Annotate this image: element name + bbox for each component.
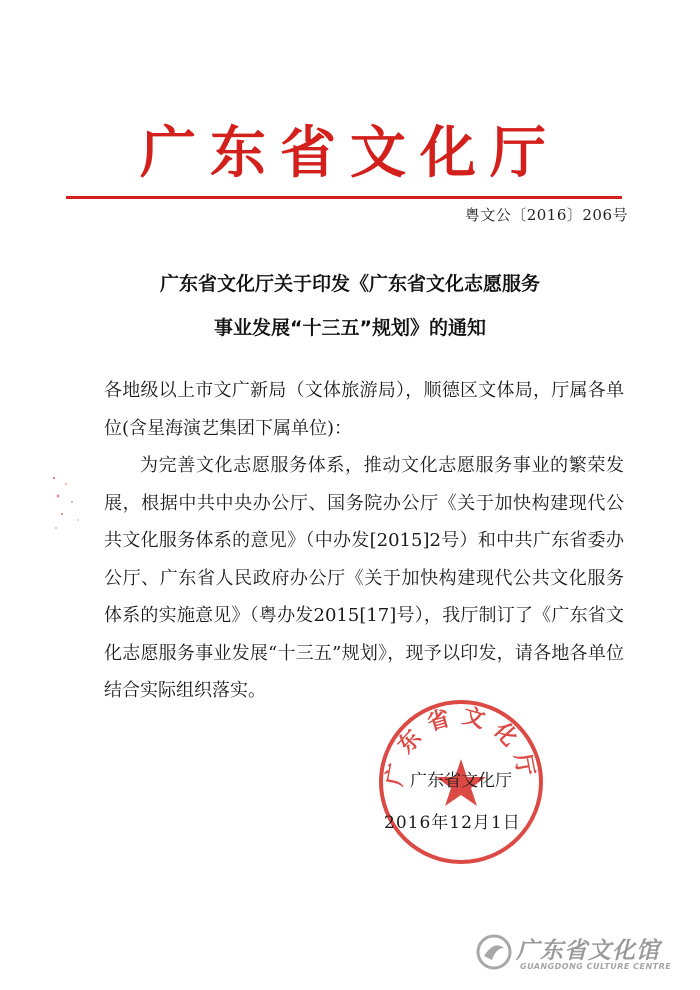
notice-title — [0, 262, 700, 350]
culture-centre-logo-icon — [476, 934, 512, 970]
watermark-name-en: GUANGDONG CULTURE CENTRE — [520, 962, 672, 971]
masthead-title: 广东省文化厅 — [140, 120, 560, 186]
recipients: 各地级以上市文广新局（文体旅游局），顺德区文体局，厅属各单位(含星海演艺集团下属单位)： — [104, 380, 624, 439]
red-divider — [66, 196, 622, 199]
main-paragraph: 为完善文化志愿服务体系，推动文化志愿服务事业的繁荣发展，根据中共中央办公厅、国务院办公厅《关于加快构建现代公共文化服务体系的意见》（中办发[2015]2号）和中共广东省委办公厅、广东省人民政府办公厅《关于加快构建现代公共文化服务体系的实施意见》（粤办发2015[17]号），我厅制订了《广东省文化志愿服务事业发展“十三五”规划》，现予以印发，请各地各单位结合实际组织落实。 — [104, 455, 624, 701]
notice-title-line-2: 事业发展“十三五”规划》的通知 — [214, 317, 486, 339]
notice-title-line-1: 广东省文化厅关于印发《广东省文化志愿服务 — [159, 273, 540, 295]
watermark-name-cn: 广东省文化馆 — [516, 938, 660, 964]
signer: 广东省文化厅 — [410, 771, 512, 791]
signature-date: 2016年12月1日 — [384, 813, 521, 833]
watermark-logo — [476, 932, 692, 978]
document-number: 粤文公〔2016〕206号 — [464, 206, 628, 224]
ink-speck-marks — [48, 468, 88, 538]
notice-body — [104, 372, 624, 710]
svg-text:广东省文化厅: 广东省文化厅 — [381, 702, 541, 788]
